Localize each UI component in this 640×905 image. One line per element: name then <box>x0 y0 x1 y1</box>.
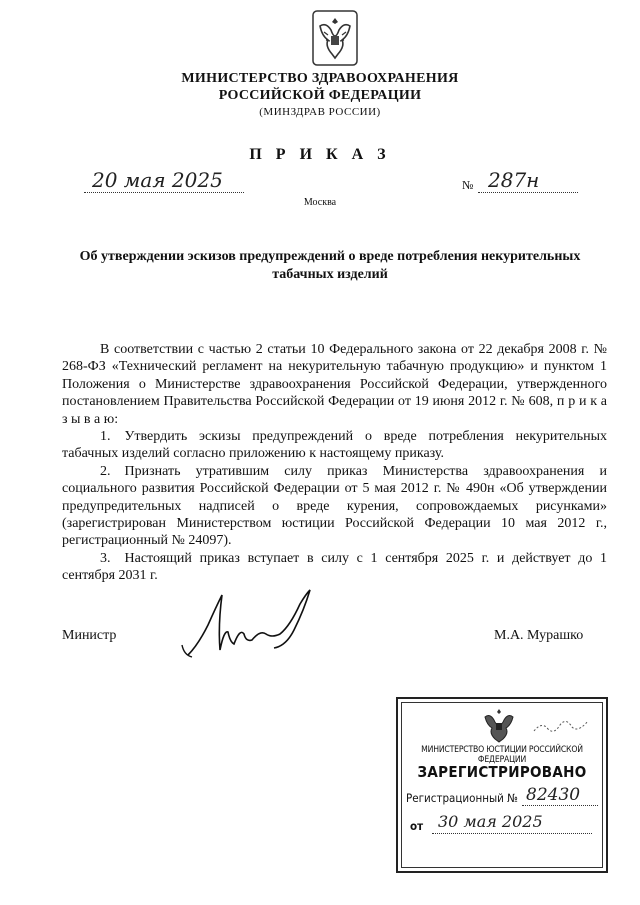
reg-number-underline <box>522 805 598 806</box>
date-underline <box>84 192 244 193</box>
order-number-label: № <box>462 178 474 192</box>
from-date-underline <box>432 833 592 834</box>
order-body <box>62 341 607 585</box>
order-date: 20 мая 2025 <box>92 168 223 192</box>
stamp-scribble <box>532 715 592 739</box>
document-title-line2: табачных изделий <box>272 267 388 282</box>
order-title: П Р И К А З <box>249 146 391 163</box>
document-title-line1: Об утверждении эскизов предупреждений о вреде потребления некурительных <box>79 249 581 264</box>
stamp-from-date: 30 мая 2025 <box>438 812 543 831</box>
preamble-paragraph: В соответствии с частью 2 статьи 10 Федерального закона от 22 декабря 2008 г. № 268-ФЗ «Технический регламент на некурительную табачную продукцию» и пунктом 1 Положения о Министерстве здравоохранения Российской Федерации, утвержденного постановлением Правительства Российской Федерации от 19 июня 2012 г. № 608, п р и к а з ы в а ю: <box>62 342 607 427</box>
stamp-emblem-icon <box>482 707 516 743</box>
order-item-1: 1. Утвердить эскизы предупреждений о вреде потребления некурительных табачных изделий согласно приложению к настоящему приказу. <box>62 429 607 462</box>
order-item-3: 3. Настоящий приказ вступает в силу с 1 сентября 2025 г. и действует до 1 сентября 2031 г. <box>62 550 607 584</box>
signatory-name: М.А. Мурашко <box>494 628 584 643</box>
signatory-position: Министр <box>62 628 117 643</box>
stamp-ministry: МИНИСТЕРСТВО ЮСТИЦИИ РОССИЙСКОЙ ФЕДЕРАЦИИ <box>421 745 583 765</box>
stamp-from-label: от <box>410 819 424 833</box>
ministry-name-line1: МИНИСТЕРСТВО ЗДРАВООХРАНЕНИЯ <box>181 71 459 86</box>
stamp-reg-label: Регистрационный № <box>406 791 518 805</box>
stamp-reg-number: 82430 <box>526 785 581 805</box>
signature-image <box>180 585 340 665</box>
stamp-registered: ЗАРЕГИСТРИРОВАНО <box>417 763 587 781</box>
ministry-abbreviation: (МИНЗДРАВ РОССИИ) <box>259 106 381 118</box>
number-underline <box>478 192 578 193</box>
coat-of-arms-icon <box>312 10 358 66</box>
order-number: 287н <box>488 168 540 192</box>
registration-stamp <box>396 697 608 873</box>
ministry-name-line2: РОССИЙСКОЙ ФЕДЕРАЦИИ <box>218 88 422 103</box>
order-item-2: 2. Признать утратившим силу приказ Министерства здравоохранения и социального развития Российской Федерации от 5 мая 2012 г. № 490н «Об утверждении предупредительных надписей о вреде курения, сопровождаемых рисунками» (зарегистрирован Министерством юстиции Российской Федерации 10 мая 2012 г., регистрационный № 24097). <box>62 463 607 549</box>
city: Москва <box>303 197 337 208</box>
